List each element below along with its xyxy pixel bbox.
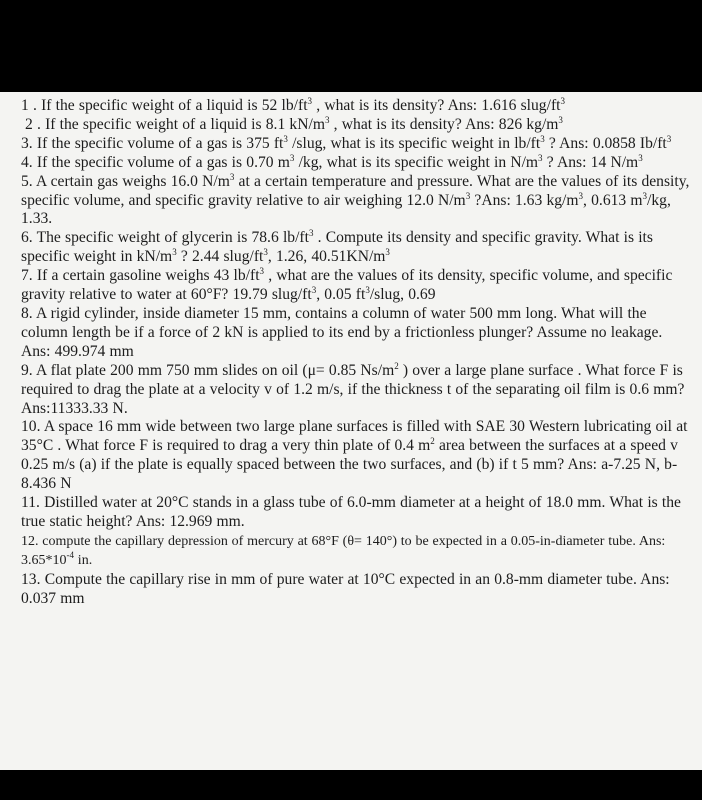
- problem-3: 3. If the specific volume of a gas is 375 $ft^3$ /slug, what is its specific weight in $lb/ft^3$ ? Ans: 0.0858 $Ib/ft^3$: [21, 133, 672, 152]
- problem-8: 8. A rigid cylinder, inside diameter 15 mm, contains a column of water 500 mm long. What will the column length be if a force of 2 kN is applied to its end by a frictionless plunger? Assume no leakage. Ans: 499.974 mm: [21, 304, 663, 360]
- problem-5: 5. A certain gas weighs 16.0 $N/m^3$ at a certain temperature and pressure. What are the values of its density, specific volume, and specific gravity relative to air weighing 12.0 $N/m^3$ ?Ans: 1.63 $kg/m^3$, 0.613 $m^3/kg$, 1.33.: [21, 171, 690, 228]
- top-black-border: [0, 0, 702, 92]
- problem-9: 9. A flat plate 200 mm 750 mm slides on oil (μ= 0.85 $Ns/m^2$ ) over a large plane surface . What force F is required to drag the plate at a velocity v of 1.2 m/s, if the thickness t of the separating oil film is 0.6 mm? Ans:11333.33 N.: [21, 360, 685, 417]
- problem-6: 6. The specific weight of glycerin is 78.6 $lb/ft^3$ . Compute its density and specific gravity. What is its specific weight in $kN/m^3$ ? 2.44 slug/$ft^3$, 1.26, $40.51KN/m^3$: [21, 228, 653, 266]
- problem-2: 2 . If the specific weight of a liquid is 8.1 $kN/m^3$ , what is its density? Ans: 826 $kg/m^3$: [25, 114, 563, 133]
- problem-4: 4. If the specific volume of a gas is 0.70 $m^3$ /kg, what is its specific weight in $N/m^3$ ? Ans: 14 $N/m^3$: [21, 152, 643, 171]
- problem-13: 13. Compute the capillary rise in mm of pure water at 10°C expected in an 0.8-mm diameter tube. Ans: 0.037 mm: [21, 570, 670, 607]
- problem-list: [21, 97, 691, 609]
- bottom-black-border: [0, 770, 702, 800]
- problem-11: 11. Distilled water at 20°C stands in a glass tube of 6.0-mm diameter at a height of 18.0 mm. What is the true static height? Ans: 12.969 mm.: [21, 494, 681, 530]
- problem-7: 7. If a certain gasoline weighs 43 $lb/ft^3$ , what are the values of its density, specific volume, and specific gravity relative to water at 60°F? 19.79 slug/$ft^3$, 0.05 $ft^3$/slug, 0.69: [21, 266, 673, 304]
- problem-12: 12. compute the capillary depression of mercury at 68°F (θ= 140°) to be expected in a 0.05-in-diameter tube. Ans: $3.65*10^{-4}$ in.: [21, 533, 666, 569]
- problem-10: 10. A space 16 mm wide between two large plane surfaces is filled with SAE 30 Western lubricating oil at 35°C . What force F is required to drag a very thin plate of 0.4 $m^2$ area between the surfaces at a speed v 0.25 m/s (a) if the plate is equally spaced between the two surfaces, and (b) if t 5 mm? Ans: a-7.25 N, b- 8.436 N: [21, 418, 688, 493]
- problem-1: 1 . If the specific weight of a liquid is 52 $lb/ft^3$ , what is its density? Ans: 1.616 slug/$ft^3$: [21, 96, 565, 114]
